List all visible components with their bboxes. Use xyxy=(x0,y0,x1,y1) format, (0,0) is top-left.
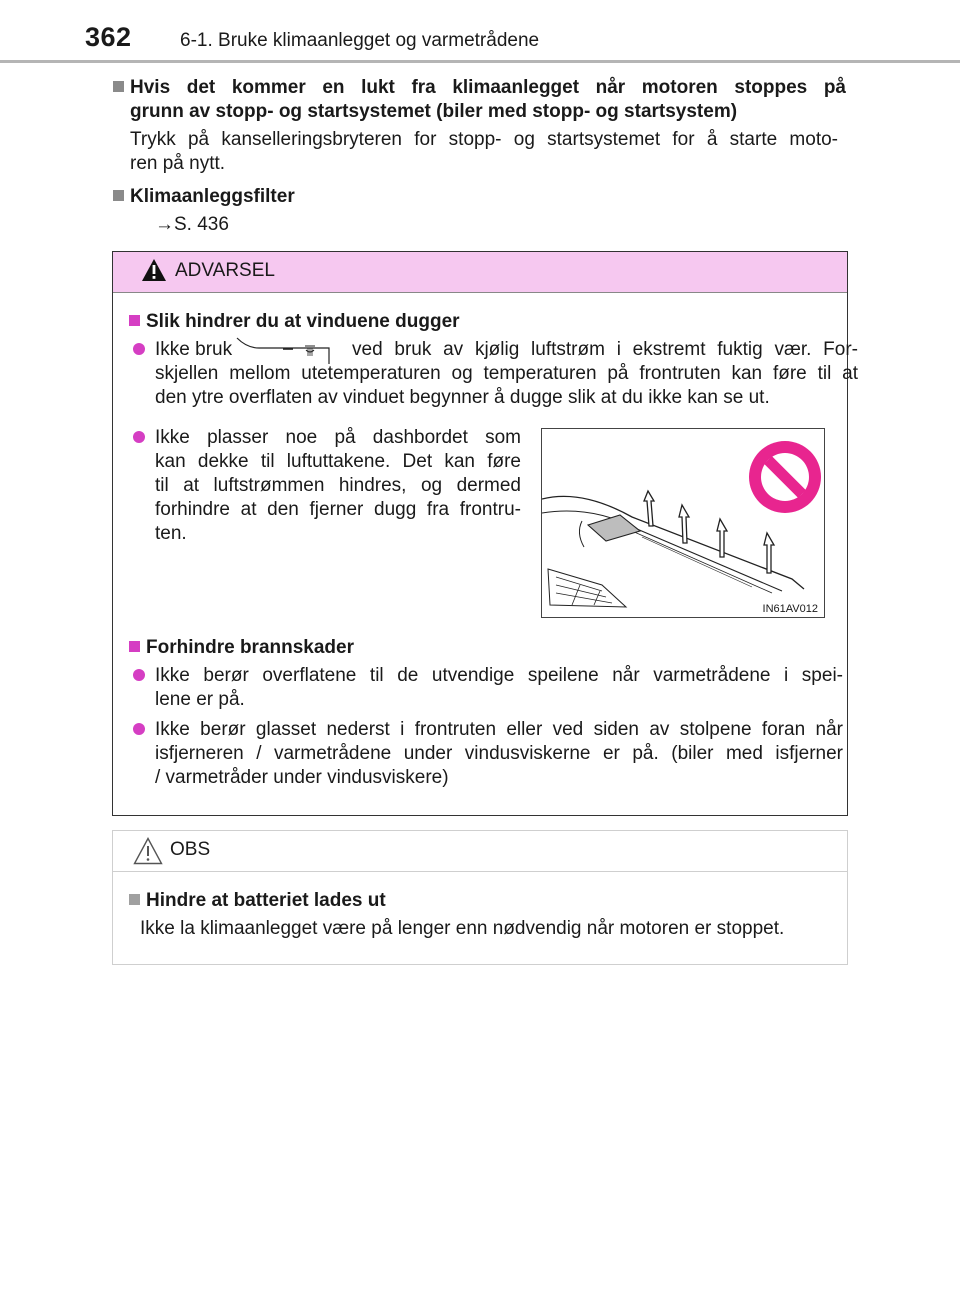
page-number: 362 xyxy=(85,22,132,52)
smell-heading-line2: grunn av stopp- og startsystemet (biler med stopp- og startsystem) xyxy=(130,101,738,122)
smell-heading-line1: Hvis det kommer en lukt fra klimaanlegget når motoren stoppes på xyxy=(113,76,846,100)
notice-header xyxy=(113,831,847,872)
burn-item-2-line2: isfjerneren / varmetrådene under vindusviskerne er på. (biler med isfjerner xyxy=(155,743,843,764)
warning-header xyxy=(113,252,847,293)
burn-heading: Forhindre brannskader xyxy=(129,636,354,660)
bullet-icon xyxy=(133,723,145,735)
warning-triangle-icon xyxy=(141,258,167,282)
filter-page-reference[interactable]: →S. 436 xyxy=(155,214,229,235)
fog-item-2-line4: forhindre at den fjerner dugg fra frontru- xyxy=(155,499,521,520)
burn-item-2-line1: Ikke berør glasset nederst i frontruten eller ved siden av stolpene foran når xyxy=(155,719,843,740)
bullet-icon xyxy=(133,343,145,355)
dashboard-illustration xyxy=(541,428,825,618)
section-marker-icon xyxy=(113,81,124,92)
fog-item-1-line3: den ytre overflaten av vinduet begynner å dugge slik at du ikke kan se ut. xyxy=(155,387,770,408)
fog-item-2-line5: ten. xyxy=(155,523,187,544)
bullet-icon xyxy=(133,669,145,681)
section-marker-icon xyxy=(129,315,140,326)
notice-box xyxy=(112,830,848,965)
fog-item-2-line2: kan dekke til luftuttakene. Det kan føre xyxy=(155,451,521,472)
section-marker-icon xyxy=(129,894,140,905)
smell-body-line2: ren på nytt. xyxy=(130,153,226,174)
warning-box xyxy=(112,251,858,816)
burn-item-1-line2: lene er på. xyxy=(155,689,245,710)
burn-item-2-line3: / varmetråder under vindusviskere) xyxy=(155,767,449,788)
section-marker-icon xyxy=(129,641,140,652)
section-marker-icon xyxy=(113,190,124,201)
fog-heading: Slik hindrer du at vinduene dugger xyxy=(129,310,460,334)
smell-body-line1: Trykk på kanselleringsbryteren for stopp- og startsystemet for å starte moto- xyxy=(130,129,838,150)
fog-item-2-line3: til at luftstrømmen hindres, og dermed xyxy=(155,475,521,496)
notice-heading: Hindre at batteriet lades ut xyxy=(129,889,386,913)
notice-title: OBS xyxy=(170,839,211,860)
figure-code: IN61AV012 xyxy=(762,603,818,615)
chapter-title: 6-1. Bruke klimaanlegget og varmetrådene xyxy=(180,30,540,51)
fog-item-1-line2: skjellen mellom utetemperaturen og temperaturen på frontruten kan føre til at xyxy=(155,363,858,384)
header-rule xyxy=(0,60,960,63)
page-header xyxy=(0,0,960,60)
filter-heading: Klimaanleggsfilter xyxy=(113,185,295,209)
notice-body: Ikke la klimaanlegget være på lenger enn nødvendig når motoren er stoppet. xyxy=(140,918,785,939)
burn-item-1-line1: Ikke berør overflatene til de utvendige speilene når varmetrådene i spei- xyxy=(155,665,843,686)
warning-title: ADVARSEL xyxy=(175,260,275,281)
fog-item-2-line1: Ikke plasser noe på dashbordet som xyxy=(155,427,521,448)
bullet-icon xyxy=(133,431,145,443)
caution-triangle-icon xyxy=(133,837,163,865)
dashboard-vents-drawing xyxy=(542,429,824,617)
fog-item-1-line1: Ikke bruk ved bruk av kjølig luftstrøm i ekstremt fuktig vær. For- xyxy=(155,338,858,362)
